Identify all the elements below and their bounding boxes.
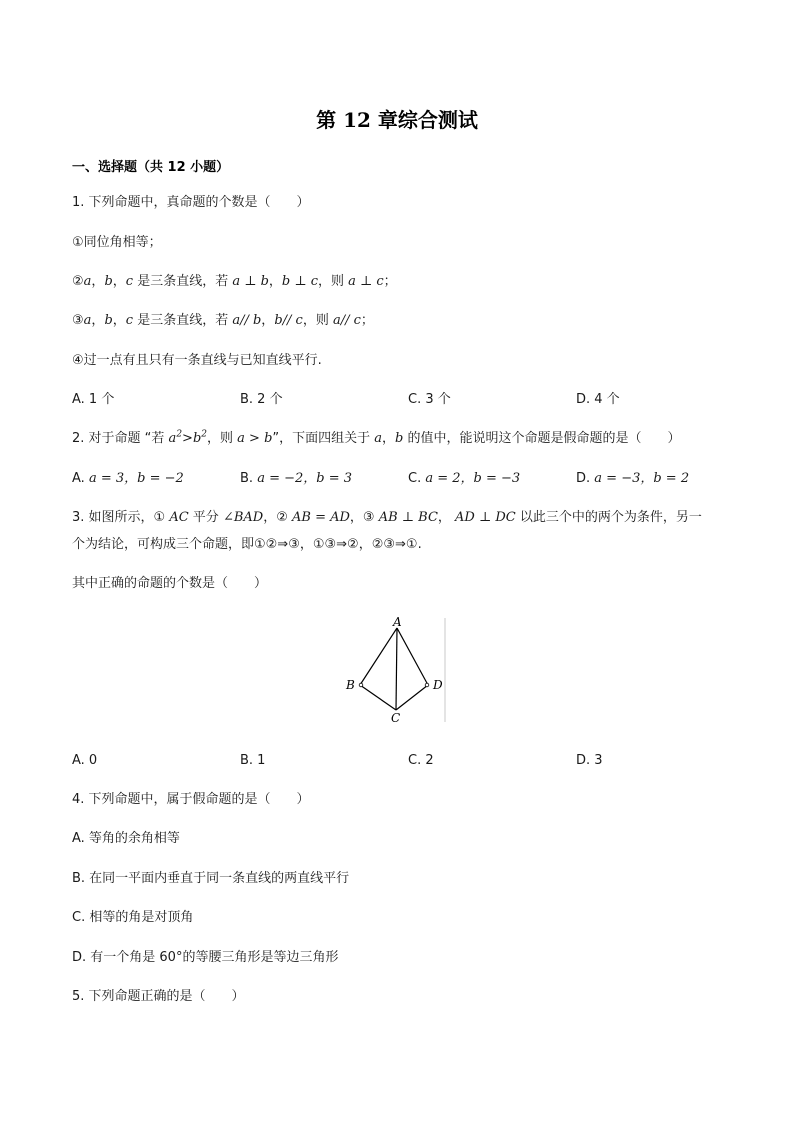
section-heading: 一、选择题（共 12 小题） bbox=[72, 160, 230, 175]
q1-option-a[interactable]: A. 1 个 bbox=[72, 392, 115, 407]
q1-stem: 1. 下列命题中，真命题的个数是（ ） bbox=[72, 195, 310, 210]
label-b: B bbox=[346, 678, 355, 692]
q3-stem-line-2: 个为结论，可构成三个命题，即①②⇒③，①③⇒②，②③⇒①. bbox=[72, 537, 422, 552]
q1-option-b[interactable]: B. 2 个 bbox=[240, 392, 283, 407]
right-angle-mark-b bbox=[359, 683, 363, 687]
q3-stem-line-3: 其中正确的命题的个数是（ ） bbox=[72, 576, 268, 591]
q4-option-d[interactable]: D. 有一个角是 60°的等腰三角形是等边三角形 bbox=[72, 950, 339, 965]
q2-stem: 2. 对于命题 “若 $a^2>b^2$，则 a > b”，下面四组关于 a，b 的值中，能说明这个命题是假命题的是（ ） bbox=[72, 429, 681, 446]
segment-ac bbox=[396, 628, 397, 710]
segment-bc bbox=[360, 685, 396, 710]
q3-option-d[interactable]: D. 3 bbox=[576, 753, 603, 768]
q3-option-b[interactable]: B. 1 bbox=[240, 753, 266, 768]
q2-option-b[interactable]: B. a = −2，b = 3 bbox=[240, 471, 353, 486]
q4-stem: 4. 下列命题中，属于假命题的是（ ） bbox=[72, 792, 310, 807]
label-a: A bbox=[393, 615, 402, 629]
q3-stem-line-1: 3. 如图所示，① AC 平分 ∠BAD，② AB = AD，③ AB ⊥ BC， AD ⊥ DC 以此三个中的两个为条件，另一 bbox=[72, 510, 702, 525]
q3-option-c[interactable]: C. 2 bbox=[408, 753, 434, 768]
q1-statement-2: ②a，b，c 是三条直线，若 a ⊥ b，b ⊥ c，则 a ⊥ c； bbox=[72, 274, 397, 289]
q1-statement-3: ③a，b，c 是三条直线，若 a// b，b// c，则 a// c； bbox=[72, 313, 374, 328]
q4-option-b[interactable]: B. 在同一平面内垂直于同一条直线的两直线平行 bbox=[72, 871, 350, 886]
segment-ad bbox=[397, 628, 428, 685]
q5-stem: 5. 下列命题正确的是（ ） bbox=[72, 989, 245, 1004]
q1-option-c[interactable]: C. 3 个 bbox=[408, 392, 451, 407]
q3-option-a[interactable]: A. 0 bbox=[72, 753, 98, 768]
q2-option-a[interactable]: A. a = 3，b = −2 bbox=[72, 471, 184, 486]
segment-dc bbox=[396, 685, 428, 710]
kite-figure bbox=[330, 612, 450, 728]
segment-ab bbox=[360, 628, 397, 685]
page-title: 第 12 章综合测试 bbox=[316, 108, 478, 132]
q1-statement-4: ④过一点有且只有一条直线与已知直线平行. bbox=[72, 353, 322, 368]
label-d: D bbox=[433, 678, 443, 692]
q1-statement-1: ①同位角相等； bbox=[72, 235, 162, 250]
q4-option-c[interactable]: C. 相等的角是对顶角 bbox=[72, 910, 194, 925]
q2-option-c[interactable]: C. a = 2，b = −3 bbox=[408, 471, 521, 486]
q1-option-d[interactable]: D. 4 个 bbox=[576, 392, 620, 407]
q4-option-a[interactable]: A. 等角的余角相等 bbox=[72, 831, 180, 846]
label-c: C bbox=[391, 711, 401, 725]
q2-option-d[interactable]: D. a = −3，b = 2 bbox=[576, 471, 690, 486]
right-angle-mark-d bbox=[425, 683, 429, 687]
